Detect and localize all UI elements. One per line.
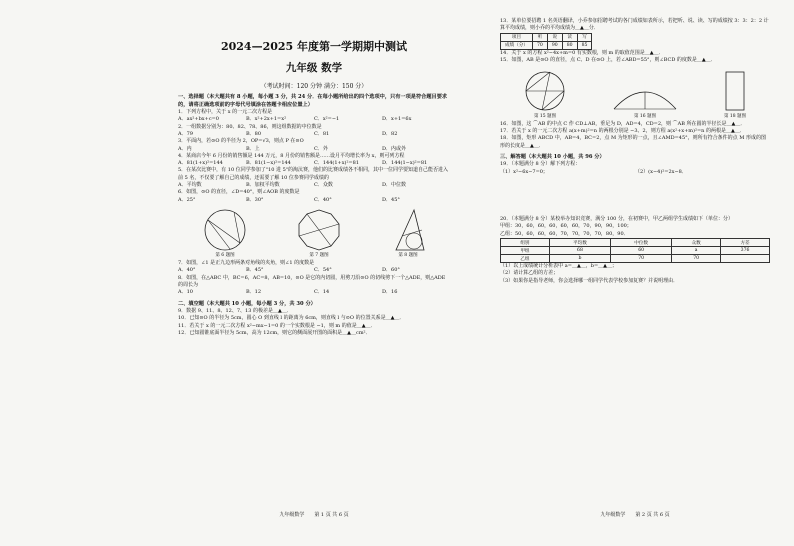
answer-space [500, 176, 770, 216]
option: D．中位数 [382, 182, 407, 189]
table-row [501, 239, 770, 247]
page-2-footer: 九年级数学 第 2 页 共 6 页 [600, 512, 670, 518]
question-11: 11．若关于 x 的一元二次方程 x²−mx−1=0 的一个实数根是 −1，则 m 的值是＿▲＿． [178, 322, 376, 329]
option: C．144(1+x)²=81 [314, 160, 360, 167]
option: C．54° [314, 267, 332, 274]
group-yi-scores: 乙组：50，60，60，60，70，70，70，70，80，90． [500, 230, 629, 237]
section-3-heading: 三、解答题（本大题共 10 小题，共 96 分） [500, 154, 605, 161]
option: B．45° [246, 267, 264, 274]
question-3: 3．平面内，若⊙O 的半径为 2，OP=√3，则点 P 在⊙O [178, 138, 304, 145]
option: A．ax²+bx+c=0 [178, 116, 219, 123]
option: D．82 [382, 131, 398, 138]
table-cell: 读 [562, 33, 577, 41]
question-17: 17．若关于 x 的一元二次方程 a(x+m)²=n 的两根分别是 −3、2，则方程 a(x²+x+m)²=n 的两根是＿▲＿． [500, 128, 745, 135]
option: A．平均数 [178, 182, 202, 189]
table-cell [721, 255, 770, 263]
table-cell: 376 [721, 247, 770, 255]
table-cell: 听 [532, 33, 547, 41]
option: C．x²=−1 [314, 116, 340, 123]
table-cell: 中位数 [611, 239, 672, 247]
option: A．25° [178, 196, 196, 203]
table-cell: 组别 [501, 239, 550, 247]
table-cell: 90 [547, 41, 562, 49]
question-20-part-2: （2）请计算乙组的方差； [500, 270, 559, 277]
table-cell: 甲组 [501, 247, 550, 255]
option: C．众数 [314, 182, 333, 189]
table-cell: b [549, 255, 610, 263]
option: B．81(1−x)²=144 [246, 160, 291, 167]
option: B．上 [246, 145, 260, 152]
table-cell: 80 [562, 41, 577, 49]
option: A．内 [178, 145, 192, 152]
figures-6-7-8 [178, 206, 450, 258]
option: D．x+1=6x [382, 116, 412, 123]
exam-meta: （考试时间：120 分钟 满分：150 分） [260, 83, 368, 90]
exam-subtitle: 九年级 数学 [285, 62, 343, 74]
figure-16 [610, 79, 680, 119]
option: B．加权平均数 [246, 182, 280, 189]
question-16: 16．如图，这 ⌒AB 的中点 C 作 CD⊥AB，垂足为 D，AD=4，CD=2，则 ⌒AB 所在圆的半径长是＿▲＿． [500, 120, 746, 127]
question-10: 10．已知⊙O 的半径为 5cm，圆心 O 到直线 l 的距离为 6cm，则直线 l 与⊙O 的位置关系是＿▲＿． [178, 315, 405, 322]
option: B．12 [246, 289, 262, 296]
nonagon-figure-icon [294, 208, 344, 252]
page-1-footer: 九年级数学 第 1 页 共 6 页 [279, 512, 349, 518]
question-12: 12．已知圆锥底面半径为 5cm，高为 12cm，则它的侧面展开图的面积是＿▲＿cm²． [178, 329, 371, 336]
option: A．10 [178, 289, 193, 296]
question-14: 14．关于 x 的方程 x²−4x+m=0 有实数根，则 m 的取值范围是＿▲＿． [500, 49, 664, 56]
table-cell: 68 [549, 247, 610, 255]
option: C．40° [314, 196, 332, 203]
option: C．14 [314, 289, 330, 296]
option: D．内或外 [382, 145, 407, 152]
figure-18 [720, 69, 750, 119]
option: C．81 [314, 131, 330, 138]
figure-16-caption: 第 16 题图 [633, 113, 657, 119]
question-20-part-3: （3）如果你是指导老师，你会选择哪一组同学代表学校参加复赛？并说明理由． [500, 277, 679, 284]
option: A．79 [178, 131, 193, 138]
question-6: 6．如图，⊙O 的直径，∠D=40°，则∠AOB 的度数是 [178, 189, 300, 196]
table-row [501, 247, 770, 255]
question-5: 5．在某次比赛中，有 10 位同学参加了"10 进 5"的淘汰赛，他们的比赛成绩各不相同，其中一位同学要知道自己能否进入前 5 名，不仅要了解自己的成绩，还需要了解 10 位参赛同学成绩的 [178, 167, 449, 181]
circle-diameter-icon [520, 69, 570, 113]
figure-15 [520, 69, 570, 119]
figures-15-16-18 [500, 67, 770, 119]
exam-title: 2024—2025 年度第一学期期中测试 [220, 40, 408, 53]
question-1: 1．下列方程中，关于 x 的一元二次方程是 [178, 109, 273, 115]
table-13 [500, 33, 592, 50]
arc-figure-icon [610, 79, 680, 113]
question-20: 20．（本题满分 8 分）某校举办知识竞赛，满分 100 分，在初赛中，甲乙两组学生成绩如下（单位：分） [500, 215, 733, 222]
question-9: 9．数据 9、11、8、12、7、13 的极差是＿▲＿． [178, 307, 292, 314]
figure-6-caption: 第 6 题图 [215, 253, 235, 259]
question-8: 8．如图，在△ABC 中，BC=6，AC=8，AB=10，⊙O 是它的内切圆，用剪刀沿⊙O 的切线剪下一个△ADE，则△ADE 的周长为 [178, 274, 446, 289]
table-cell: 说 [547, 33, 562, 41]
question-2: 2．一组数据分别为：80、82、78、86，则这组数据的中位数是 [178, 123, 322, 130]
page-1 [178, 18, 450, 526]
question-19-parts [500, 169, 770, 176]
rectangle-figure-icon [720, 69, 750, 113]
table-cell: 70 [672, 255, 721, 263]
circle-figure-icon [200, 208, 250, 252]
table-row [501, 255, 770, 263]
table-cell: 写 [577, 33, 592, 41]
table-cell: 成绩（分） [501, 41, 533, 49]
group-jia-scores: 甲组：30，60，60，60，60，60，70，90，90，100； [500, 223, 632, 230]
table-cell: 平均数 [549, 239, 610, 247]
question-13: 13．某单位要招聘 1 名英语翻译，小乔参加招聘考试的各门成绩如表所示，若把听、说、读、写的成绩按 3：3：2：2 计算平均成绩，则小乔的平均成绩为＿▲＿分． [500, 18, 769, 32]
page-2 [500, 18, 770, 526]
table-cell: 70 [611, 255, 672, 263]
triangle-incircle-icon [388, 208, 428, 252]
option: D．60° [382, 267, 400, 274]
part: （2）(x−4)²=2x−8． [635, 168, 687, 175]
option: B．30° [246, 196, 264, 203]
question-7: 7．如图，∠1 是正九边形两条对角线的夹角，则∠1 的度数是 [178, 260, 315, 267]
table-row [501, 33, 592, 41]
question-1-options [178, 116, 450, 123]
section-1-heading: 一、选择题（本大题共有 8 小题，每小题 3 分，共 24 分．在每小题所给出的四个选项中，只有一项是符合题目要求的，请将正确选项前的字母代号填涂在答题卡相应位置上） [178, 94, 448, 108]
option: A．81(1+x)²=144 [178, 160, 223, 167]
figure-7-caption: 第 7 题图 [309, 253, 329, 259]
table-cell: 85 [577, 41, 592, 49]
figure-15-caption: 第 15 题图 [533, 113, 557, 119]
table-cell: 乙组 [501, 255, 550, 263]
table-20 [500, 238, 770, 263]
table-cell: 众数 [672, 239, 721, 247]
table-row [501, 41, 592, 49]
section-2-heading: 二、填空题（本大题共 10 小题，每小题 3 分，共 30 分） [178, 300, 316, 307]
question-19: 19．（本题满分 8 分）解下列方程： [500, 161, 581, 168]
option: D．144(1−x)²=81 [382, 160, 428, 167]
table-cell: 方差 [721, 239, 770, 247]
question-18: 18．如图，矩形 ABCD 中，AB=4，BC=2，点 M 为矩形的一点，且∠AMD=45°，则所有符合条件的点 M 形成的图形的长度是＿▲＿． [500, 135, 766, 149]
question-4: 4．某商店今年 6 月份的销售额是 144 万元，8 月份的销售额是……设月平均增长率为 x，则可列方程 [178, 152, 405, 159]
figure-8 [388, 208, 428, 258]
figure-18-caption: 第 18 题图 [723, 113, 747, 119]
option: D．16 [382, 289, 398, 296]
option: C．外 [314, 145, 328, 152]
question-8-options [178, 289, 450, 296]
table-cell: 70 [532, 41, 547, 49]
figure-6 [200, 208, 250, 258]
question-15: 15．如图，AB 是⊙O 的直径，点 C、D 在⊙O 上，若∠ABD=55°，则∠BCD 的度数是＿▲＿． [500, 57, 716, 64]
option: B．80 [246, 131, 262, 138]
table-cell: a [672, 247, 721, 255]
question-20-part-1: （1）以上成绩统计分析表中 a=＿▲＿，b=＿▲＿； [500, 263, 618, 270]
option: A．40° [178, 267, 196, 274]
question-3-options [178, 146, 450, 153]
figure-7 [294, 208, 344, 258]
table-cell: 60 [611, 247, 672, 255]
question-6-options [178, 197, 450, 204]
table-cell: 项目 [501, 33, 533, 41]
part: （1）x²−6x−7=0； [500, 168, 548, 175]
option: D．45° [382, 196, 400, 203]
question-7-options [178, 267, 450, 274]
option: B．x²+2x+1=x² [246, 116, 287, 123]
figure-8-caption: 第 8 题图 [398, 253, 418, 259]
